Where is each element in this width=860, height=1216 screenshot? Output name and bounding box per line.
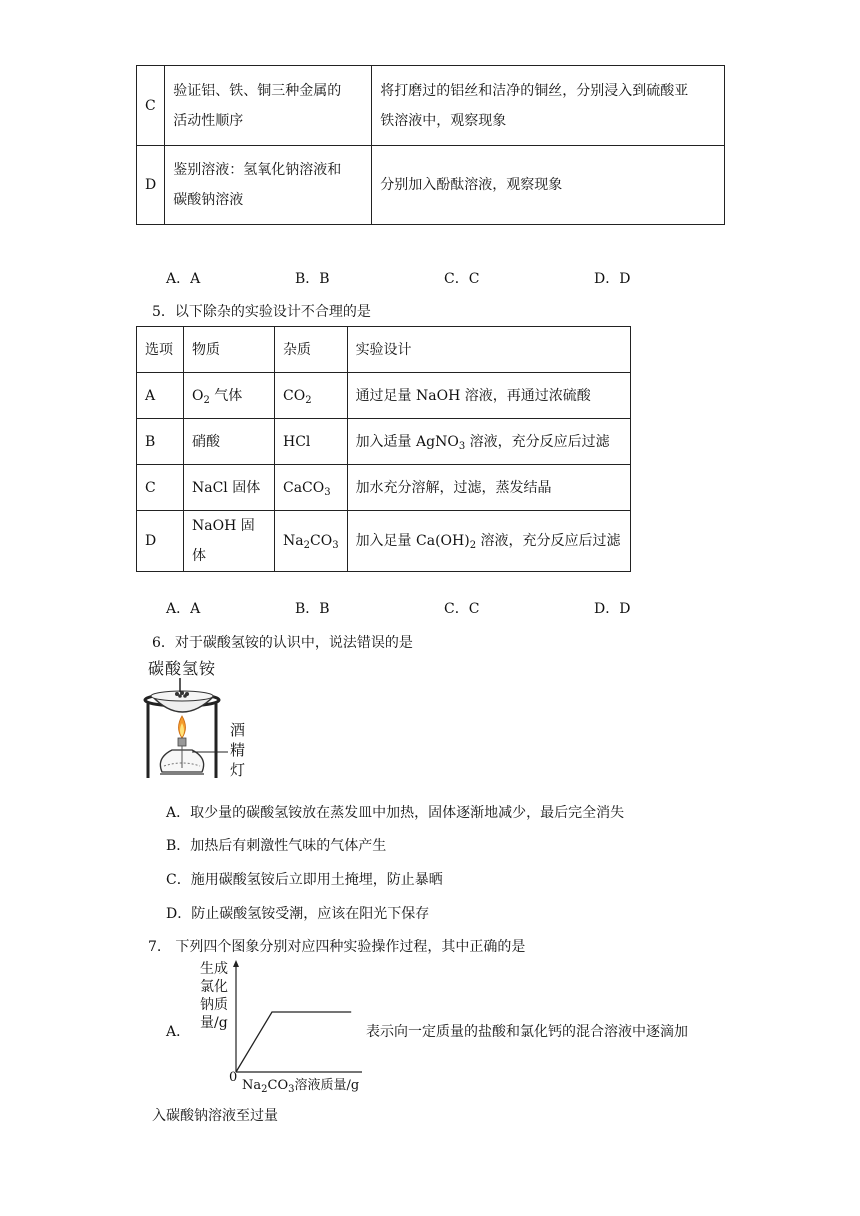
figure-label-char: 酒 [230, 721, 246, 739]
option-a[interactable]: A．A [166, 271, 201, 287]
option-a-label[interactable]: A． [166, 1024, 191, 1040]
row-impurity: $Na_2CO_3$ [275, 511, 348, 572]
cell-line: 碳酸钠溶液 [173, 192, 244, 208]
q5-table [136, 326, 631, 572]
y-axis-arrow [233, 960, 239, 967]
figure-label-char: 精 [230, 741, 246, 759]
cell-line: 将打磨过的铝丝和洁净的铜丝，分别浸入到硫酸亚 [380, 82, 689, 99]
row-key: B [137, 419, 184, 465]
table-cell-design [372, 146, 725, 225]
row-substance: NaOH 固体 [184, 511, 275, 572]
option-c[interactable]: C．C [444, 271, 480, 287]
question-5-stem: 5．以下除杂的实验设计不合理的是 [152, 304, 371, 320]
row-design: 加水充分溶解，过滤，蒸发结晶 [347, 465, 630, 511]
chart-origin: 0 [229, 1070, 238, 1085]
question-6-stem: 6．对于碳酸氢铵的认识中，说法错误的是 [152, 635, 413, 651]
row-substance: $O_2$ 气体 [184, 373, 275, 419]
option-a[interactable]: A．A [166, 601, 201, 617]
row-design: 加入足量 $Ca(OH)_2$ 溶液，充分反应后过滤 [347, 511, 630, 572]
table-cell-key: C [137, 66, 165, 146]
row-key: C [137, 465, 184, 511]
ylabel-line: 量/g [200, 1015, 228, 1031]
figure-label-side [230, 720, 245, 780]
row-key: A [137, 373, 184, 419]
option-d[interactable]: D．D [594, 271, 631, 287]
choice-c[interactable]: C．施用碳酸氢铵后立即用土掩埋，防止暴晒 [166, 872, 443, 888]
figure-label-char: 灯 [230, 761, 246, 779]
question-7-stem: 7. 下列四个图象分别对应四种实验操作过程，其中正确的是 [148, 939, 526, 955]
header-substance: 物质 [184, 327, 275, 373]
header-impurity: 杂质 [275, 327, 348, 373]
option-c[interactable]: C．C [444, 601, 480, 617]
option-b[interactable]: B．B [295, 271, 330, 287]
row-design: 加入适量 AgNO$_3$ 溶液，充分反应后过滤 [347, 419, 630, 465]
table-cell-purpose [165, 66, 372, 146]
cell-line: 铁溶液中，观察现象 [380, 112, 507, 129]
option-a-description: 表示向一定质量的盐酸和氯化钙的混合溶液中逐滴加 [366, 1024, 688, 1040]
table-cell-key: D [137, 146, 165, 225]
series-line [236, 1012, 351, 1072]
cell-line: 验证铝、铁、铜三种金属的 [173, 82, 342, 99]
chart-xlabel: $Na_2CO_3$溶液质量/g [242, 1078, 360, 1095]
choice-b[interactable]: B．加热后有刺激性气味的气体产生 [166, 838, 387, 854]
table-cell-design [372, 66, 725, 146]
row-impurity: HCl [275, 419, 348, 465]
table-cell-purpose [165, 146, 372, 225]
cell-line: 鉴别溶液：氢氧化钠溶液和 [173, 162, 342, 178]
row-substance: 硝酸 [184, 419, 275, 465]
option-b[interactable]: B．B [295, 601, 330, 617]
figure-label-top: 碳酸氢铵 [148, 659, 217, 678]
row-key: D [137, 511, 184, 572]
header-option: 选项 [137, 327, 184, 373]
row-impurity: $CO_2$ [275, 373, 348, 419]
option-d[interactable]: D．D [594, 601, 631, 617]
row-substance: NaCl 固体 [184, 465, 275, 511]
q7-chart [196, 958, 366, 1094]
row-design: 通过足量 NaOH 溶液，再通过浓硫酸 [347, 373, 630, 419]
alcohol-lamp-figure [142, 656, 252, 786]
option-a-description-cont: 入碳酸钠溶液至过量 [152, 1108, 278, 1124]
cell-line: 分别加入酚酞溶液，观察现象 [380, 177, 563, 193]
header-design: 实验设计 [347, 327, 630, 373]
ylabel-line: 生成 [200, 961, 228, 977]
row-impurity: CaCO$_3$ [275, 465, 348, 511]
choice-a[interactable]: A．取少量的碳酸氢铵放在蒸发皿中加热，固体逐渐地减少，最后完全消失 [166, 805, 625, 821]
q4-table [136, 65, 725, 225]
series-group [236, 1012, 351, 1072]
ylabel-line: 钠质 [200, 997, 228, 1013]
ylabel-line: 氯化 [200, 979, 228, 995]
choice-d[interactable]: D．防止碳酸氢铵受潮，应该在阳光下保存 [166, 906, 430, 922]
cell-line: 活动性顺序 [173, 112, 244, 129]
